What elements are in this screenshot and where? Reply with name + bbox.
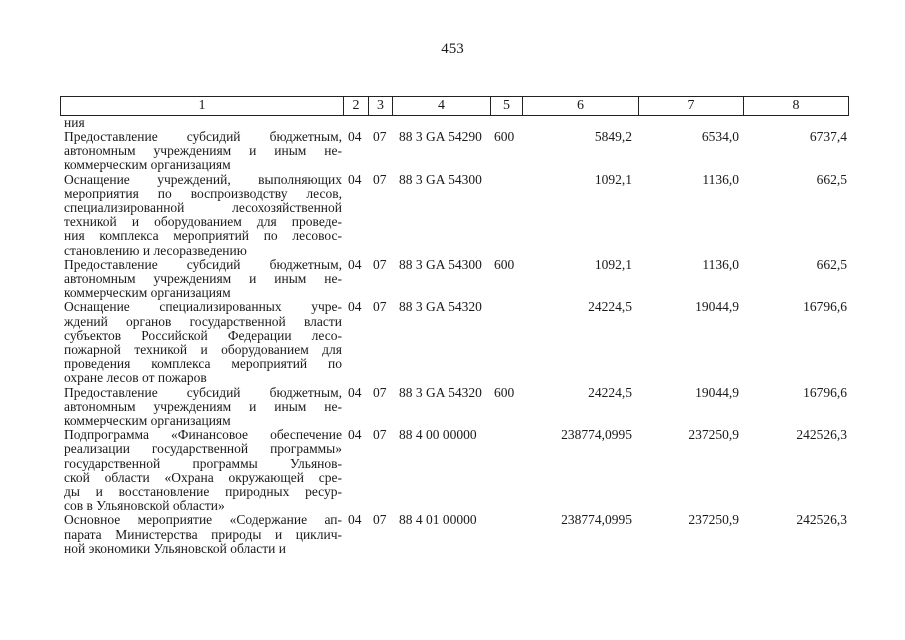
table-body [60,116,850,556]
row-name-line: проведения комплекса мероприятий по [64,356,342,372]
cell-vr: 600 [494,256,515,272]
row-name-line: Подпрограмма «Финансовое обеспечение [64,427,342,443]
row-name-line: Оснащение учреждений, выполняющих [64,171,342,187]
cell-csr: 88 3 GA 54320 [399,299,482,315]
row-name [60,386,342,429]
cell-vr: 600 [494,129,515,144]
cell-value-2022: 237250,9 [688,427,739,443]
row-name-line: коммерческим организациям [64,157,231,173]
cell-value-2022: 6534,0 [701,129,739,144]
header-col-4: 4 [393,97,491,116]
cell-pr: 07 [373,171,387,187]
row-name-line: ской области «Охрана окружающей сре- [64,469,342,485]
cell-csr: 88 3 GA 54290 [399,129,482,144]
row-name-line: становлению и лесоразведению [64,242,247,258]
cell-pr: 07 [373,427,387,443]
row-name-line: автономным учреждениям и иным не- [64,398,342,414]
row-name-line: парата Министерства природы и циклич- [64,526,342,542]
cell-value-2023: 16796,6 [803,384,847,400]
row-name-line: Предоставление субсидий бюджетным, [64,256,342,272]
row-name-line: специализированной лесохозяйственной [64,200,342,216]
row-name-line: Предоставление субсидий бюджетным, [64,384,342,400]
table-rows [60,130,850,556]
row-name [60,173,342,258]
cell-value-2023: 16796,6 [803,299,847,315]
table-row [60,428,850,513]
row-name-line: коммерческим организациям [64,285,231,301]
cell-pr: 07 [373,299,387,315]
cell-value-2023: 242526,3 [796,427,847,443]
row-name-line: автономным учреждениям и иным не- [64,271,342,287]
table-row [60,173,850,258]
row-name [60,300,342,385]
cell-value-2023: 662,5 [816,256,847,272]
cell-value-2021: 5849,2 [594,129,632,144]
row-name-line: Основное мероприятие «Содержание ап- [64,512,342,528]
table-row [60,130,850,173]
header-col-7: 7 [639,97,744,116]
cell-value-2021: 238774,0995 [561,427,632,443]
cell-value-2021: 238774,0995 [561,512,632,528]
row-name-line: мероприятия по воспроизводству лесов, [64,185,342,201]
cell-value-2022: 1136,0 [702,256,739,272]
cell-value-2021: 24224,5 [588,299,632,315]
row-name-line: ды и восстановление природных ресур- [64,484,342,500]
cell-rz: 04 [348,384,362,400]
table-header [60,96,849,116]
row-name-line: техникой и оборудованием для проведе- [64,214,342,230]
row-name-line: Оснащение специализированных учре- [64,299,342,315]
cell-pr: 07 [373,256,387,272]
header-col-8: 8 [744,97,849,116]
cell-rz: 04 [348,171,362,187]
table-row [60,258,850,301]
page-number: 453 [441,41,464,57]
cell-rz: 04 [348,299,362,315]
row-name-line: государственной программы Ульянов- [64,455,342,471]
cell-pr: 07 [373,129,387,144]
cell-value-2023: 242526,3 [796,512,847,528]
cell-csr: 88 4 01 00000 [399,512,477,528]
cell-value-2022: 237250,9 [688,512,739,528]
header-col-3: 3 [369,97,393,116]
row-name-line: охране лесов от пожаров [64,370,207,386]
row-name-line: пожарной техникой и оборудованием для [64,342,342,358]
cell-rz: 04 [348,427,362,443]
row-name-line: ния комплекса мероприятий по лесовос- [64,228,342,244]
header-col-6: 6 [523,97,639,116]
row-name-line: ной экономики Ульяновской области и [64,540,286,556]
row-name-line: коммерческим организациям [64,413,231,429]
cell-value-2023: 6737,4 [809,129,847,144]
row-name-line: сов в Ульяновской области» [64,498,225,514]
row-name-line: ждений органов государственной власти [64,313,342,329]
cell-pr: 07 [373,512,387,528]
row-name [60,428,342,513]
header-col-1: 1 [61,97,344,116]
cell-rz: 04 [348,256,362,272]
continued-text: ния [64,115,85,130]
cell-value-2021: 1092,1 [594,256,632,272]
cell-rz: 04 [348,129,362,144]
header-col-5: 5 [491,97,523,116]
table-row [60,300,850,385]
header-row [61,97,849,116]
cell-value-2022: 19044,9 [695,384,739,400]
header-col-2: 2 [344,97,369,116]
row-name-line: Предоставление субсидий бюджетным, [64,129,342,144]
cell-csr: 88 3 GA 54300 [399,171,482,187]
cell-value-2021: 1092,1 [594,171,632,187]
row-name-line: реализации государственной программы» [64,441,342,457]
cell-vr: 600 [494,384,515,400]
cell-rz: 04 [348,512,362,528]
cell-value-2022: 19044,9 [695,299,739,315]
cell-value-2022: 1136,0 [702,171,739,187]
cell-value-2021: 24224,5 [588,384,632,400]
table-row [60,513,850,556]
cell-pr: 07 [373,384,387,400]
cell-value-2023: 662,5 [816,171,847,187]
row-name-line: субъектов Российской Федерации лесо- [64,327,342,343]
table-row [60,386,850,429]
row-name-line: автономным учреждениям и иным не- [64,143,342,159]
row-name [60,130,342,173]
row-name [60,513,342,556]
cell-csr: 88 3 GA 54320 [399,384,482,400]
cell-csr: 88 3 GA 54300 [399,256,482,272]
cell-csr: 88 4 00 00000 [399,427,477,443]
row-name [60,258,342,301]
